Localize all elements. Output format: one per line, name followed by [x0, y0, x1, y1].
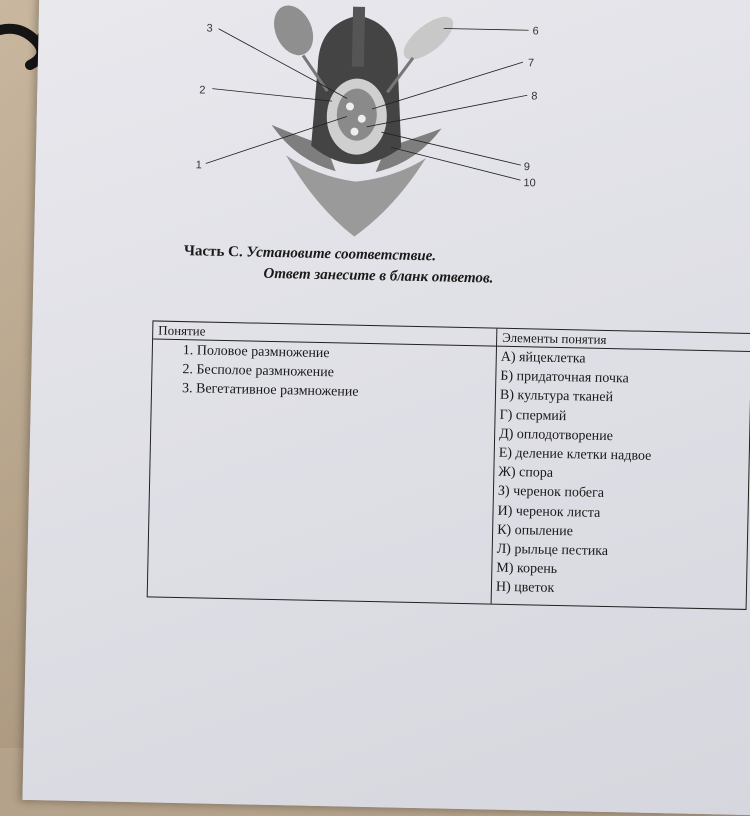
concepts-list — [152, 340, 496, 404]
figure-label-10: 10 — [523, 177, 536, 190]
instruction-line-2: Ответ занесите в бланк ответов. — [263, 265, 494, 287]
element-item: Г) спермий — [499, 407, 567, 424]
figure-label-6: 6 — [532, 25, 539, 38]
concept-number: 2. — [182, 362, 197, 378]
element-item: З) черенок побега — [497, 484, 605, 502]
figure-label-2: 2 — [199, 84, 206, 97]
element-item: Л) рыльце пестика — [496, 541, 609, 560]
element-item: М) корень — [496, 560, 558, 578]
figure-label-7: 7 — [527, 57, 535, 70]
worksheet-paper — [22, 0, 750, 816]
elements-list — [492, 348, 750, 603]
concept-number: 1. — [182, 343, 198, 359]
element-item: К) опыление — [497, 522, 574, 540]
element-item: Д) оплодотворение — [499, 426, 614, 444]
element-item: В) культура тканей — [499, 388, 614, 406]
elements-column — [492, 329, 750, 609]
element-item: Е) деление клетки надвое — [498, 445, 652, 464]
matching-table — [147, 320, 750, 610]
concepts-column — [148, 321, 498, 603]
concept-number: 3. — [181, 381, 197, 397]
figure-label-3: 3 — [206, 22, 213, 35]
elements-header: Элементы понятия — [497, 329, 750, 352]
figure-label-9: 9 — [523, 161, 531, 174]
element-item: Ж) спора — [498, 464, 554, 482]
concept-text: Половое размножение — [196, 343, 330, 362]
instruction-text: Установите соответствие. — [246, 244, 437, 265]
section-heading — [183, 241, 494, 289]
figure-label-8: 8 — [531, 90, 538, 103]
concept-text: Вегетативное размножение — [195, 381, 359, 400]
element-item: А) яйцеклетка — [500, 349, 586, 367]
concept-text: Бесполое размножение — [196, 362, 335, 381]
element-item: Н) цветок — [495, 580, 555, 597]
element-item: Б) придаточная почка — [500, 368, 629, 387]
concepts-header: Понятие — [153, 321, 496, 346]
part-label: Часть С. — [183, 243, 243, 261]
figure-label-1: 1 — [195, 159, 202, 172]
flower-diagram — [164, 3, 589, 242]
element-item: И) черенок листа — [497, 503, 601, 521]
